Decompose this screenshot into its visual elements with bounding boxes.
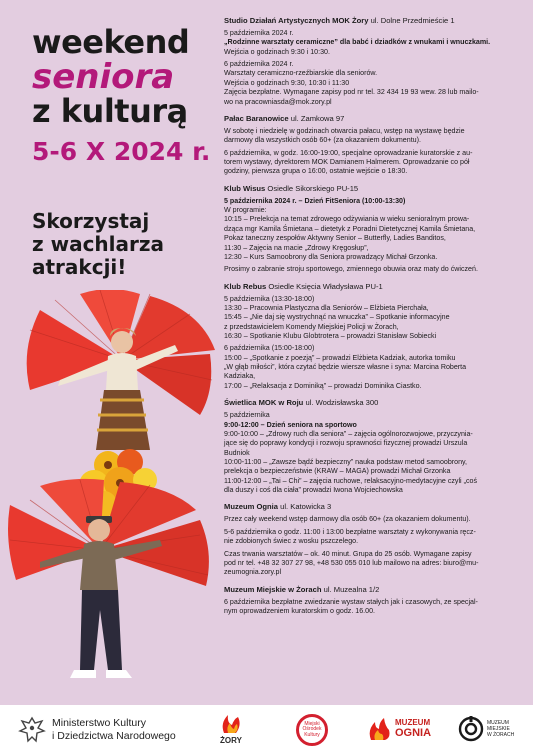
title-weekend: weekend [32,23,190,61]
title-seniora: seniora [32,57,175,97]
program-line: 9:00-10:00 – „Zdrowy ruch dla seniora” – zajęcia ogólnorozwojowe, przyczynia- [224,429,473,438]
program-line: 17:00 – „Relaksacja z Dominiką” – prowadzi Dominika Ciastko. [224,381,422,390]
mok-line: Ośrodek [302,726,322,733]
program-line: nie zdobionych świec z wosku pszczelego. [224,537,359,546]
venue-section [224,502,524,577]
program-paragraph [224,295,524,342]
poster-title [32,23,222,166]
venue-heading [224,398,524,408]
program-paragraph [224,127,524,146]
program-line: 11:30 – Zajęcia na macie „Zdrowy Kręgosłup”, [224,243,369,252]
mok-line: Kultury [304,731,320,738]
program-paragraph [224,29,524,57]
venue-heading [224,184,524,194]
venue-address: ul. Muzealna 1/2 [323,584,380,594]
venue-name: Muzeum Miejskie w Żorach [224,584,322,594]
fire-icon [366,716,392,742]
tagline-line: Skorzystaj [32,209,150,233]
venue-address: Osiedle Sikorskiego PU-15 [267,183,359,193]
mok-ring-icon [296,714,328,746]
program-line: Zajęcia bezpłatne. Wymagane zapisy pod nr tel. 32 434 19 93 wew. 28 lub mailo- [224,88,479,97]
venue-address: ul. Zamkowa 97 [290,113,345,123]
venue-name: Klub Wisus [224,183,266,193]
program-line: Pokaz taneczny zespołów Aktywny Senior – Butterfly, Ladies Banditos, [224,234,446,243]
program-line: 16:30 – Spotkanie Klubu Globtrotera – prowadzi Stanisław Sobiecki [224,332,437,341]
venue-address: Osiedle Księcia Władysława PU-1 [268,281,383,291]
title-z-kultura: z kulturą [32,92,188,130]
zory-flame-icon [218,713,244,735]
venue-section [224,282,524,392]
program-line: 15:45 – „Nie daj się wystrychnąć na wnuczka” – Spotkanie informacyjne [224,313,450,322]
program-line: 11:00-12:00 – „Tai – Chi” – zajęcia ruchowe, relaksacyjno-medytacyjne czyli „coś [224,476,477,485]
museum-emblem-icon [458,714,484,744]
sponsor-footer [0,705,533,755]
program-line: „W głąb miłości”, która czytać będzie wiersze własne i syna: Marcina Roberta [224,363,467,372]
venue-section [224,16,524,107]
venue-section [224,184,524,275]
mok-logo [296,714,328,746]
dancers-illustration [0,290,222,700]
ministry-line: i Dziedzictwa Narodowego [52,730,176,742]
program-line: Wejścia o godzinach 9:30, 10:30 i 11:30 [224,78,350,87]
tagline [32,210,222,280]
program-line: dząca mgr Kamila Śmietana – dietetyk z Poradni Dietetycznej Kamila Śmietana, [224,224,476,233]
program-line: prelekcja o bezpieczeństwie (KRAW – MAGA) prowadzi Michał Grzonka [224,467,451,476]
program-paragraph [224,344,524,391]
program-line: godziny, pierwsza grupa o 16:00, ostatnie wejście o 18:30. [224,167,408,176]
zory-label: ŻORY [220,736,242,745]
program-line: 6 października 2024 r. [224,60,294,69]
program-paragraph [224,598,524,617]
program-line: jące się do poprawy kondycji i rozwoju sprawności fizycznej prowadzi Urszula [224,439,468,448]
program-line: W sobotę i niedzielę w godzinach otwarcia pałacu, wstęp na wystawę będzie [224,126,465,135]
program-paragraph [224,411,524,495]
program-column [224,16,524,623]
program-line: 10:00-11:00 – „Zawsze bądź bezpieczny” nauka podstaw metod samoobrony, [224,458,468,467]
program-paragraph [224,60,524,107]
left-panel [0,0,222,700]
miejskie-line: W ŻORACH [487,732,515,738]
venue-section [224,114,524,177]
ognia-line: MUZEUM [395,717,431,727]
muzeum-ognia-logo [366,716,431,742]
program-paragraph [224,149,524,177]
venue-name: Świetlica MOK w Roju [224,398,304,408]
program-line: Prosimy o zabranie stroju sportowego, zmiennego obuwia oraz maty do ćwiczeń. [224,265,478,274]
program-line: zeumognia.zory.pl [224,568,282,577]
program-line: 5 października [224,411,270,420]
venue-address: ul. Dolne Przedmieście 1 [370,16,455,25]
program-line: 12:30 – Kurs Samoobrony dla Seniora prowadzący Michał Grzonka. [224,252,438,261]
venue-heading [224,502,524,512]
venue-name: Klub Rebus [224,281,267,291]
venue-section [224,398,524,495]
title-dates: 5-6 X 2024 r. [32,137,211,166]
program-line: 5 października 2024 r. [224,29,294,38]
program-line: 6 października, w godz. 16:00-19:00, specjalne oprowadzanie kuratorskie z au- [224,148,473,157]
program-line: 6 października bezpłatne zwiedzanie wystaw stałych jak i czasowych, ze specjal- [224,597,478,606]
venue-heading [224,585,524,595]
program-line: Przez cały weekend wstęp darmowy dla osób 60+ (za okazaniem dokumentu). [224,515,471,524]
zory-logo [218,713,244,746]
program-line: nym oprowadzeniem kuratorskim o godz. 16.00. [224,607,376,615]
venue-heading [224,114,524,124]
program-line: Czas trwania warsztatów – ok. 40 minut. Grupa do 25 osób. Wymagane zapisy [224,549,472,558]
program-paragraph [224,197,524,263]
program-line: 10:15 – Prelekcja na temat zdrowego odżywiania w wieku senioralnym prowa- [224,215,470,224]
venue-section [224,585,524,617]
program-line: 6 października (15:00-18:00) [224,344,315,353]
program-line: 5-6 października o godz. 11:00 i 13:00 bezpłatne warsztaty z wykonywania ręcz- [224,527,476,536]
program-line: 15:00 – „Spotkanie z poezją” – prowadzi Elżbieta Kadziak, autorka tomiku [224,353,456,362]
program-paragraph [224,550,524,578]
miejskie-line: MIEJSKIE [487,726,510,732]
venue-name: Muzeum Ognia [224,502,279,512]
muzeum-miejskie-logo [458,714,514,744]
venue-heading [224,16,524,26]
mok-line: Miejski [304,721,320,728]
program-line: pod nr tel. +48 32 307 27 98, +48 530 055 010 lub mailowo na adres: biuro@mu- [224,558,479,567]
program-paragraph [224,528,524,547]
program-line: „Rodzinne warsztaty ceramiczne” dla babć i dziadków z wnukami i wnuczkami. [224,38,491,47]
program-line: wo na pracowniasda@mok.zory.pl [224,97,332,106]
program-line: W programie: [224,206,267,215]
program-line: 9:00-12:00 – Dzień seniora na sportowo [224,420,357,429]
venue-address: ul. Wodzisławska 300 [305,398,379,408]
venue-name: Pałac Baranowice [224,113,289,123]
tagline-line: z wachlarza [32,232,165,257]
miejskie-line: MUZEUM [487,720,509,726]
ministry-logo [18,715,176,745]
program-line: Warsztaty ceramiczno-rzeźbiarskie dla seniorów. [224,69,378,78]
program-line: Budniok [224,448,250,457]
program-line: torem wystawy, dyrektorem MOK Damianem Halmerem. Oprowadzanie co pół [224,157,470,166]
program-paragraph [224,515,524,524]
venue-heading [224,282,524,292]
program-line: darmowy dla wszystkich osób 60+ (za okazaniem dokumentu). [224,136,421,145]
venue-name: Studio Działań Artystycznych MOK Żory [224,16,369,25]
program-line: z przedstawicielem Komendy Miejskiej Policji w Żorach, [224,322,399,331]
program-line: Kadziaka, [224,372,256,381]
tagline-line: atrakcji! [32,255,127,280]
ognia-line: OGNIA [395,727,432,740]
program-line: 5 października (13:30-18:00) [224,294,315,303]
program-line: dla duszy i coś dla ciała” prowadzi Iwona Wojciechowska [224,486,403,495]
ministry-line: Ministerstwo Kultury [52,717,146,730]
program-line: 5 października 2024 r. – Dzień FitSeniora (10:00-13:30) [224,196,406,205]
program-line: Wejścia o godzinach 9:30 i 10:30. [224,47,330,56]
program-paragraph [224,265,524,274]
eagle-icon [18,715,46,745]
program-line: 13:30 – Pracownia Plastyczna dla Seniorów – Elżbieta Pierchała, [224,303,429,312]
venue-address: ul. Katowicka 3 [280,502,332,512]
